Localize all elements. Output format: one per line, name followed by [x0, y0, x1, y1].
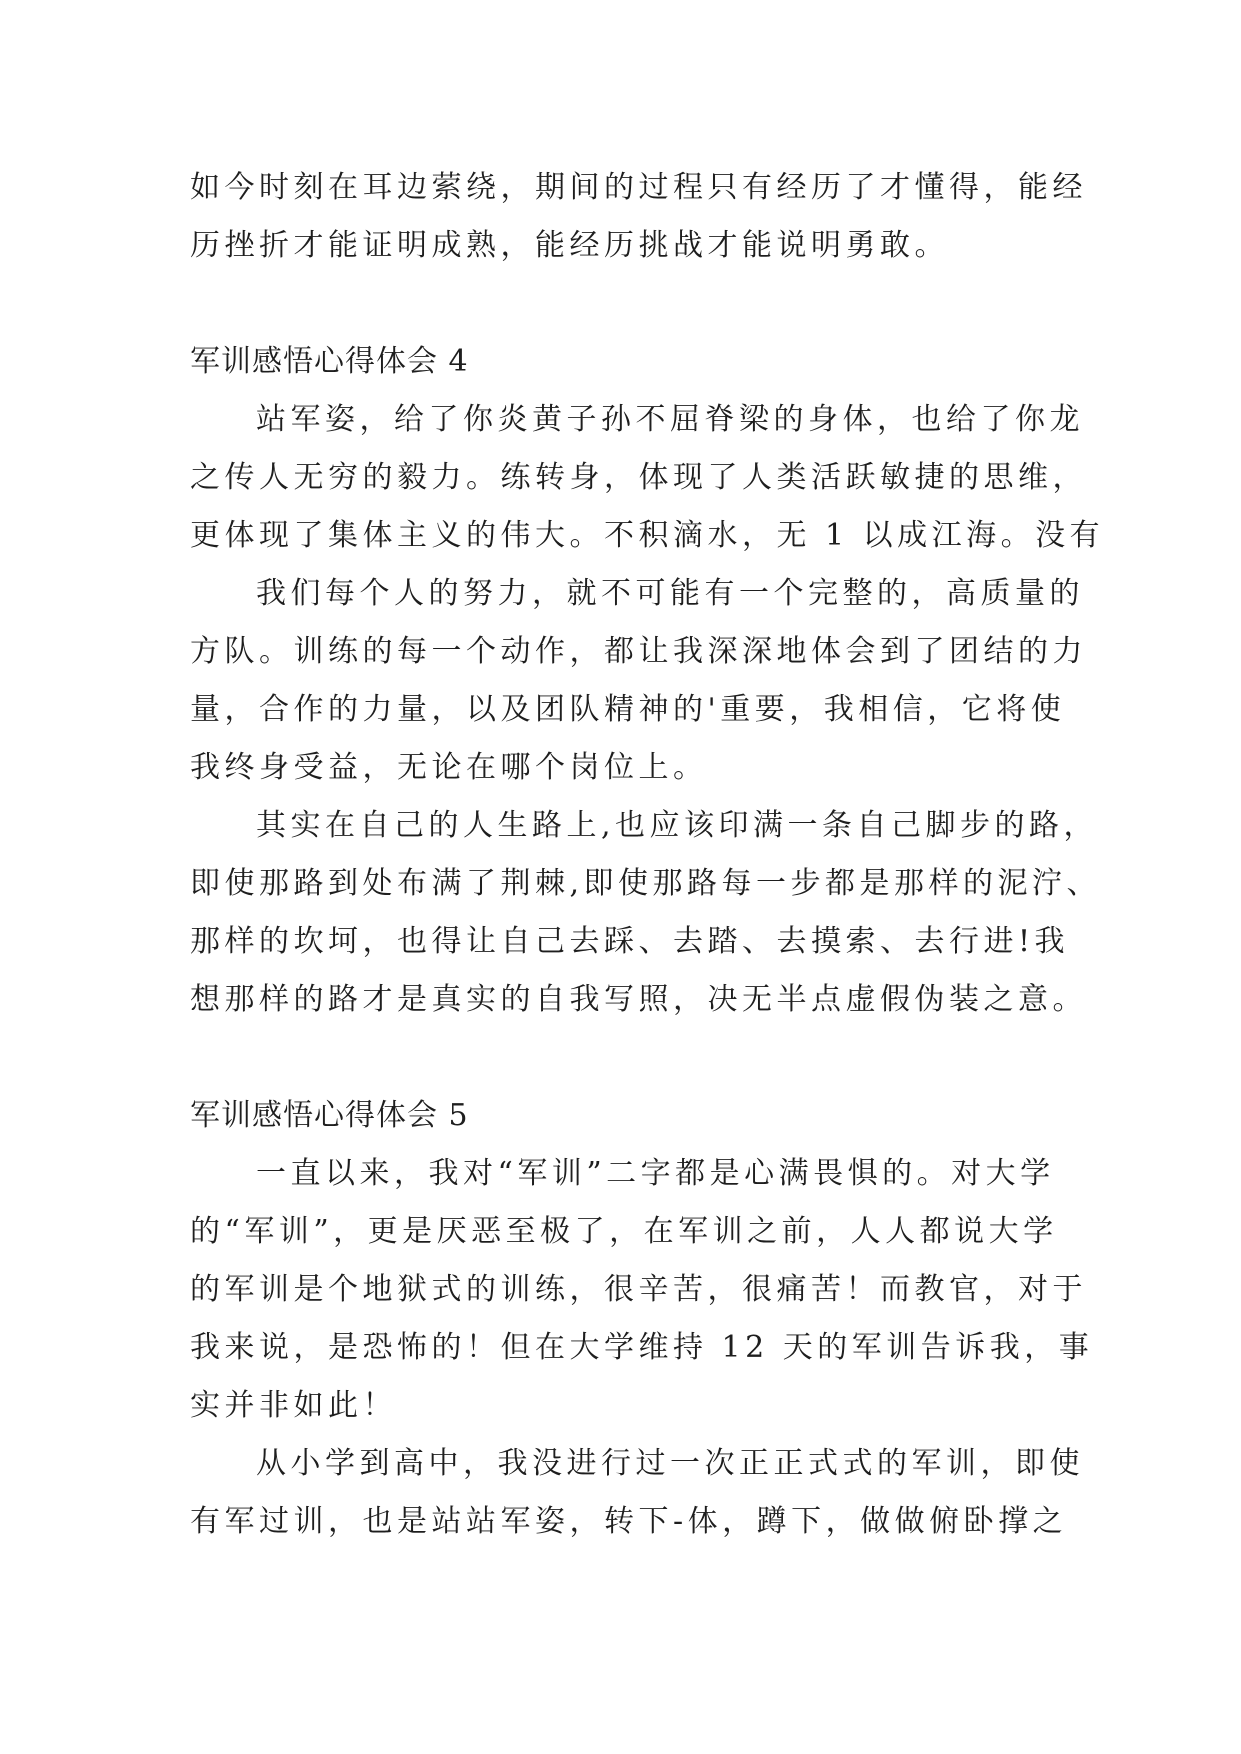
text-line: 我终身受益，无论在哪个岗位上。 [190, 750, 708, 785]
text-line: 的军训是个地狱式的训练，很辛苦，很痛苦！而教官，对于 [190, 1272, 1087, 1307]
section-heading: 军训感悟心得体会 5 [190, 1098, 469, 1133]
text-line: 方队。训练的每一个动作，都让我深深地体会到了团结的力 [190, 634, 1087, 669]
text-line: 历挫折才能证明成熟，能经历挑战才能说明勇敢。 [190, 228, 949, 263]
paragraph-first-line: 一直以来，我对“军训”二字都是心满畏惧的。对大学 [256, 1156, 1055, 1191]
text-line: 如今时刻在耳边萦绕，期间的过程只有经历了才懂得，能经 [190, 170, 1087, 205]
paragraph-first-line: 我们每个人的努力，就不可能有一个完整的，高质量的 [256, 576, 1084, 611]
paragraph-first-line: 站军姿，给了你炎黄子孙不屈脊梁的身体，也给了你龙 [256, 402, 1084, 437]
paragraph-first-line: 其实在自己的人生路上,也应该印满一条自己脚步的路， [256, 808, 1099, 843]
text-line: 实并非如此！ [190, 1388, 397, 1423]
text-line: 有军过训，也是站站军姿，转下-体，蹲下，做做俯卧撑之 [190, 1504, 1068, 1539]
text-line: 的“军训”，更是厌恶至极了，在军训之前，人人都说大学 [190, 1214, 1058, 1249]
text-line: 那样的坎坷，也得让自己去踩、去踏、去摸索、去行进!我 [190, 924, 1070, 959]
section-heading: 军训感悟心得体会 4 [190, 344, 469, 379]
paragraph-first-line: 从小学到高中，我没进行过一次正正式式的军训，即使 [256, 1446, 1084, 1481]
text-line: 即使那路到处布满了荆棘,即使那路每一步都是那样的泥泞、 [190, 866, 1102, 901]
text-line: 更体现了集体主义的伟大。不积滴水，无 1 以成江海。没有 [190, 518, 1105, 553]
text-line: 想那样的路才是真实的自我写照，决无半点虚假伪装之意。 [190, 982, 1087, 1017]
text-line: 量，合作的力量，以及团队精神的'重要，我相信，它将使 [190, 692, 1066, 727]
text-line: 之传人无穷的毅力。练转身，体现了人类活跃敏捷的思维， [190, 460, 1087, 495]
text-line: 我来说，是恐怖的！但在大学维持 12 天的军训告诉我，事 [190, 1330, 1094, 1365]
